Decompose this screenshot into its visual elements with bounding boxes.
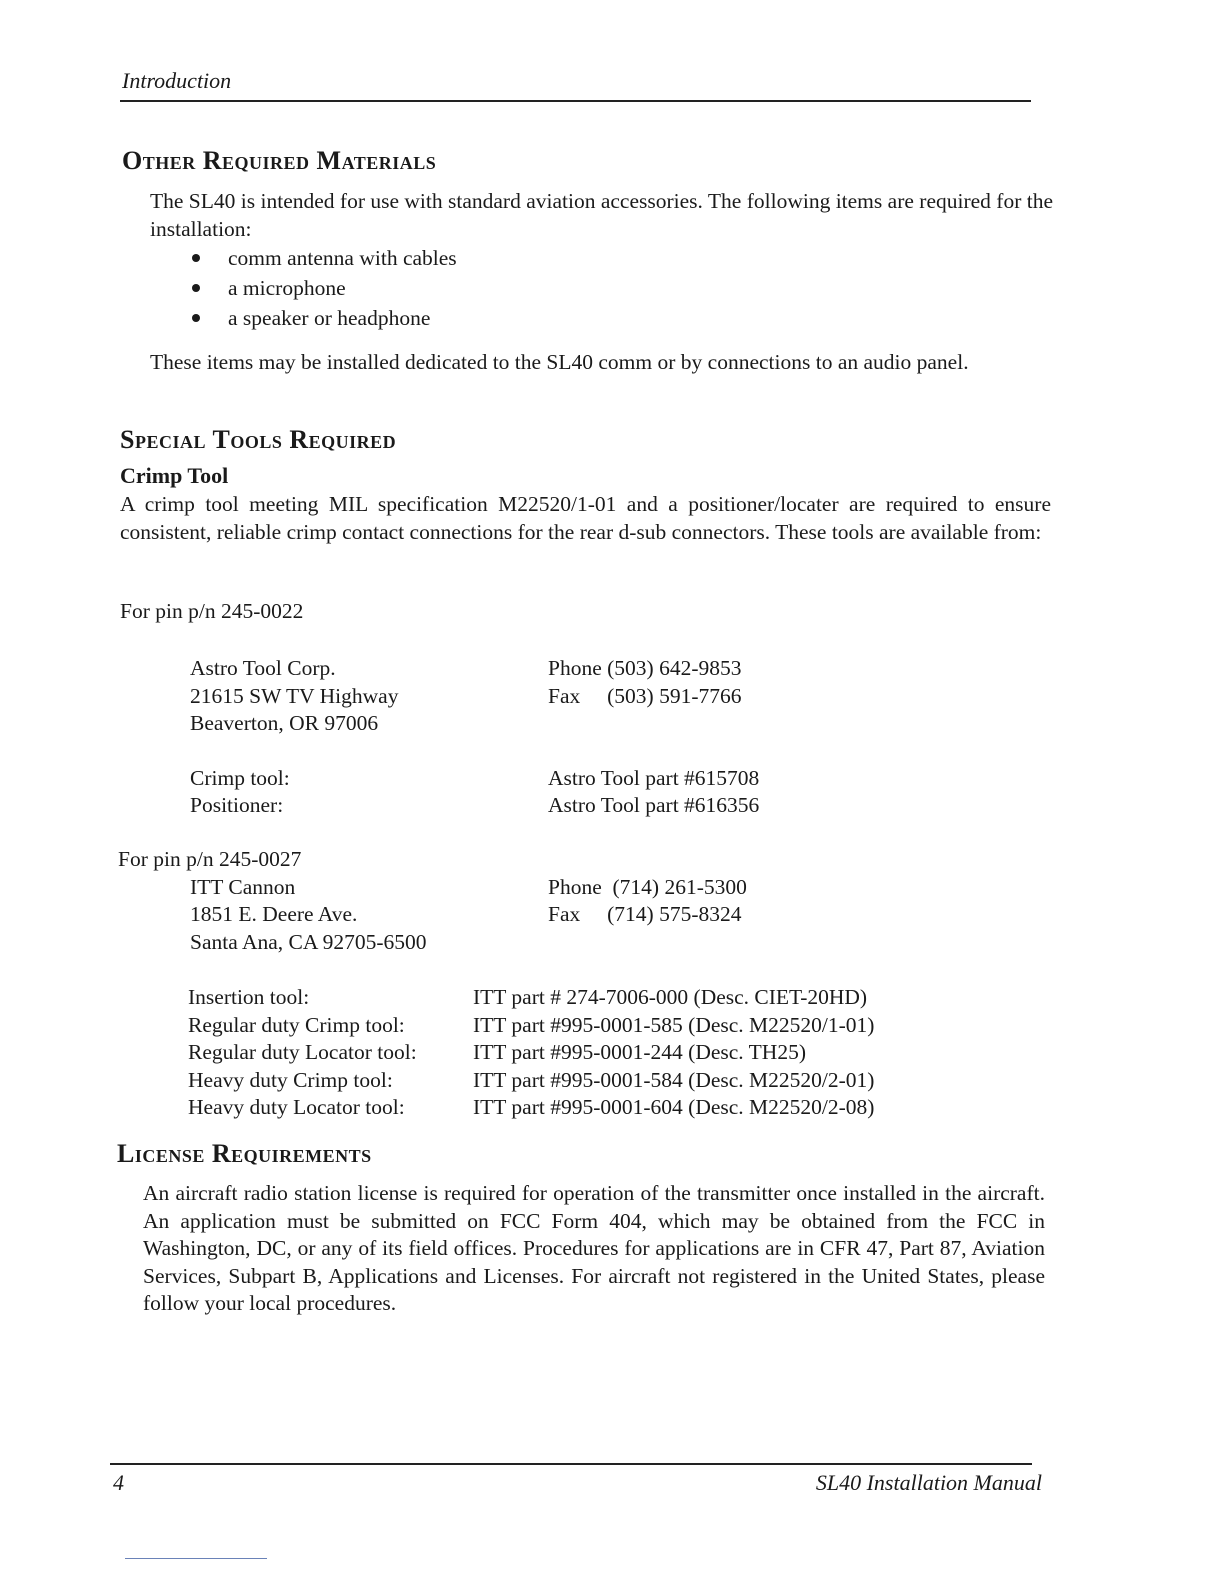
- list-item-text: comm antenna with cables: [228, 246, 457, 270]
- list-item: [228, 246, 457, 271]
- tool-name: Positioner:: [190, 793, 284, 817]
- pin1-phone: Phone (503) 642-9853: [548, 656, 742, 680]
- tool-name: Regular duty Locator tool:: [188, 1040, 417, 1064]
- pin2-phone: Phone (714) 261-5300: [548, 875, 747, 899]
- crimp-tool-paragraph: A crimp tool meeting MIL specification M22520/1-01 and a positioner/locater are required to ensure consistent, reliable crimp contact connections for the rear d-sub connectors. These tools are available from:: [120, 492, 1051, 544]
- tool-name: Heavy duty Crimp tool:: [188, 1068, 393, 1092]
- tool-part: ITT part #995-0001-604 (Desc. M22520/2-08): [473, 1095, 875, 1119]
- bullet-icon: [192, 254, 200, 262]
- tool-name: Regular duty Crimp tool:: [188, 1013, 405, 1037]
- pin1-vendor-line: Astro Tool Corp.: [190, 656, 336, 680]
- pin2-vendor-line: ITT Cannon: [190, 875, 296, 899]
- pin1-vendor-line: 21615 SW TV Highway: [190, 684, 399, 708]
- crimp-tool-subheading: Crimp Tool: [120, 463, 229, 488]
- bullet-icon: [192, 284, 200, 292]
- pin2-vendor-line: Santa Ana, CA 92705-6500: [190, 930, 427, 954]
- other-materials-heading: Other Required Materials: [122, 146, 437, 175]
- pin2-label: For pin p/n 245-0027: [118, 847, 302, 871]
- tool-part: ITT part # 274-7006-000 (Desc. CIET-20HD): [473, 985, 868, 1009]
- page-number: 4: [113, 1470, 124, 1495]
- license-paragraph: An aircraft radio station license is required for operation of the transmitter once installed in the aircraft. An application must be submitted on FCC Form 404, which may be obtained from the FCC in Washington, DC, or any of its field offices. Procedures for applications are in CFR 47, Part 87, Aviation Services, Subpart B, Applications and Licenses. For aircraft not registered in the United States, please follow your local procedures.: [143, 1181, 1045, 1315]
- header-rule: [120, 100, 1031, 102]
- tool-name: Heavy duty Locator tool:: [188, 1095, 405, 1119]
- pin1-fax: Fax (503) 591-7766: [548, 684, 742, 708]
- other-materials-note: These items may be installed dedicated to the SL40 comm or by connections to an audio panel.: [150, 350, 969, 374]
- pin2-fax: Fax (714) 575-8324: [548, 902, 742, 926]
- footer-mark-line: [125, 1558, 267, 1559]
- pin1-vendor-line: Beaverton, OR 97006: [190, 711, 379, 735]
- manual-title: SL40 Installation Manual: [815, 1470, 1042, 1495]
- tool-part: ITT part #995-0001-584 (Desc. M22520/2-01): [473, 1068, 875, 1092]
- footer-rule: [110, 1463, 1032, 1465]
- list-item-text: a microphone: [228, 276, 346, 300]
- list-item: [228, 306, 430, 331]
- license-heading: License Requirements: [117, 1139, 372, 1168]
- tool-part: ITT part #995-0001-244 (Desc. TH25): [473, 1040, 806, 1064]
- list-item: [228, 276, 346, 301]
- tool-part: Astro Tool part #615708: [548, 766, 760, 790]
- other-materials-intro: The SL40 is intended for use with standard aviation accessories. The following items are required for the installation:: [150, 189, 1053, 241]
- pin1-label: For pin p/n 245-0022: [120, 599, 304, 623]
- tool-name: Insertion tool:: [188, 985, 310, 1009]
- tool-name: Crimp tool:: [190, 766, 290, 790]
- tool-part: ITT part #995-0001-585 (Desc. M22520/1-01): [473, 1013, 875, 1037]
- special-tools-heading: Special Tools Required: [120, 425, 397, 454]
- running-header: Introduction: [122, 68, 232, 93]
- pin2-vendor-line: 1851 E. Deere Ave.: [190, 902, 358, 926]
- tool-part: Astro Tool part #616356: [548, 793, 760, 817]
- bullet-icon: [192, 314, 200, 322]
- list-item-text: a speaker or headphone: [228, 306, 431, 330]
